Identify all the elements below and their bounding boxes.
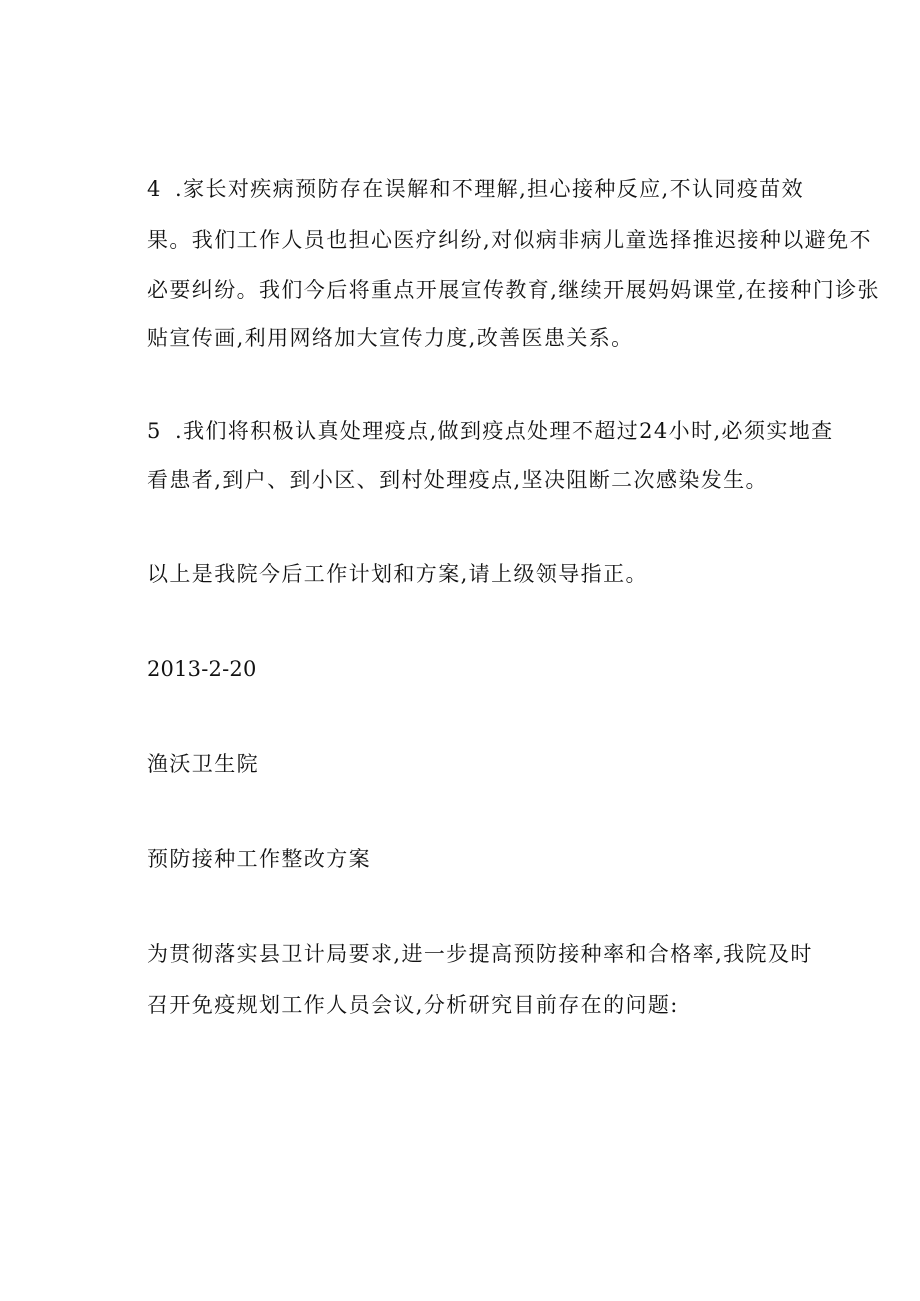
item-5-line-1 [147, 418, 834, 444]
item-4-line-2: 果。我们工作人员也担心医疗纠纷,对似病非病儿童选择推迟接种以避免不 [147, 228, 872, 252]
item-4-number: 4 [147, 177, 162, 201]
intro-line-2: 召开免疫规划工作人员会议,分析研究目前存在的问题: [147, 993, 679, 1017]
item-4-line-3: 必要纠纷。我们今后将重点开展宣传教育,继续开展妈妈课堂,在接种门诊张 [147, 278, 880, 302]
document-date: 2013-2-20 [147, 657, 257, 681]
organization-name: 渔沃卫生院 [147, 752, 259, 776]
closing-paragraph: 以上是我院今后工作计划和方案,请上级领导指正。 [147, 562, 648, 586]
item-4-text-1: .家长对疾病预防存在误解和不理解,担心接种反应,不认同疫苗效 [175, 177, 805, 201]
item-4-line-4: 贴宣传画,利用网络加大宣传力度,改善医患关系。 [147, 326, 634, 350]
item-4-line-1 [147, 176, 804, 202]
intro-line-1: 为贯彻落实县卫计局要求,进一步提高预防接种率和合格率,我院及时 [147, 942, 813, 966]
item-5-number: 5 [147, 419, 162, 443]
item-5-line-2: 看患者,到户、到小区、到村处理疫点,坚决阻断二次感染发生。 [147, 468, 768, 492]
section-title: 预防接种工作整改方案 [147, 847, 371, 871]
item-5-text-1: .我们将积极认真处理疫点,做到疫点处理不超过24小时,必须实地查 [175, 419, 834, 443]
